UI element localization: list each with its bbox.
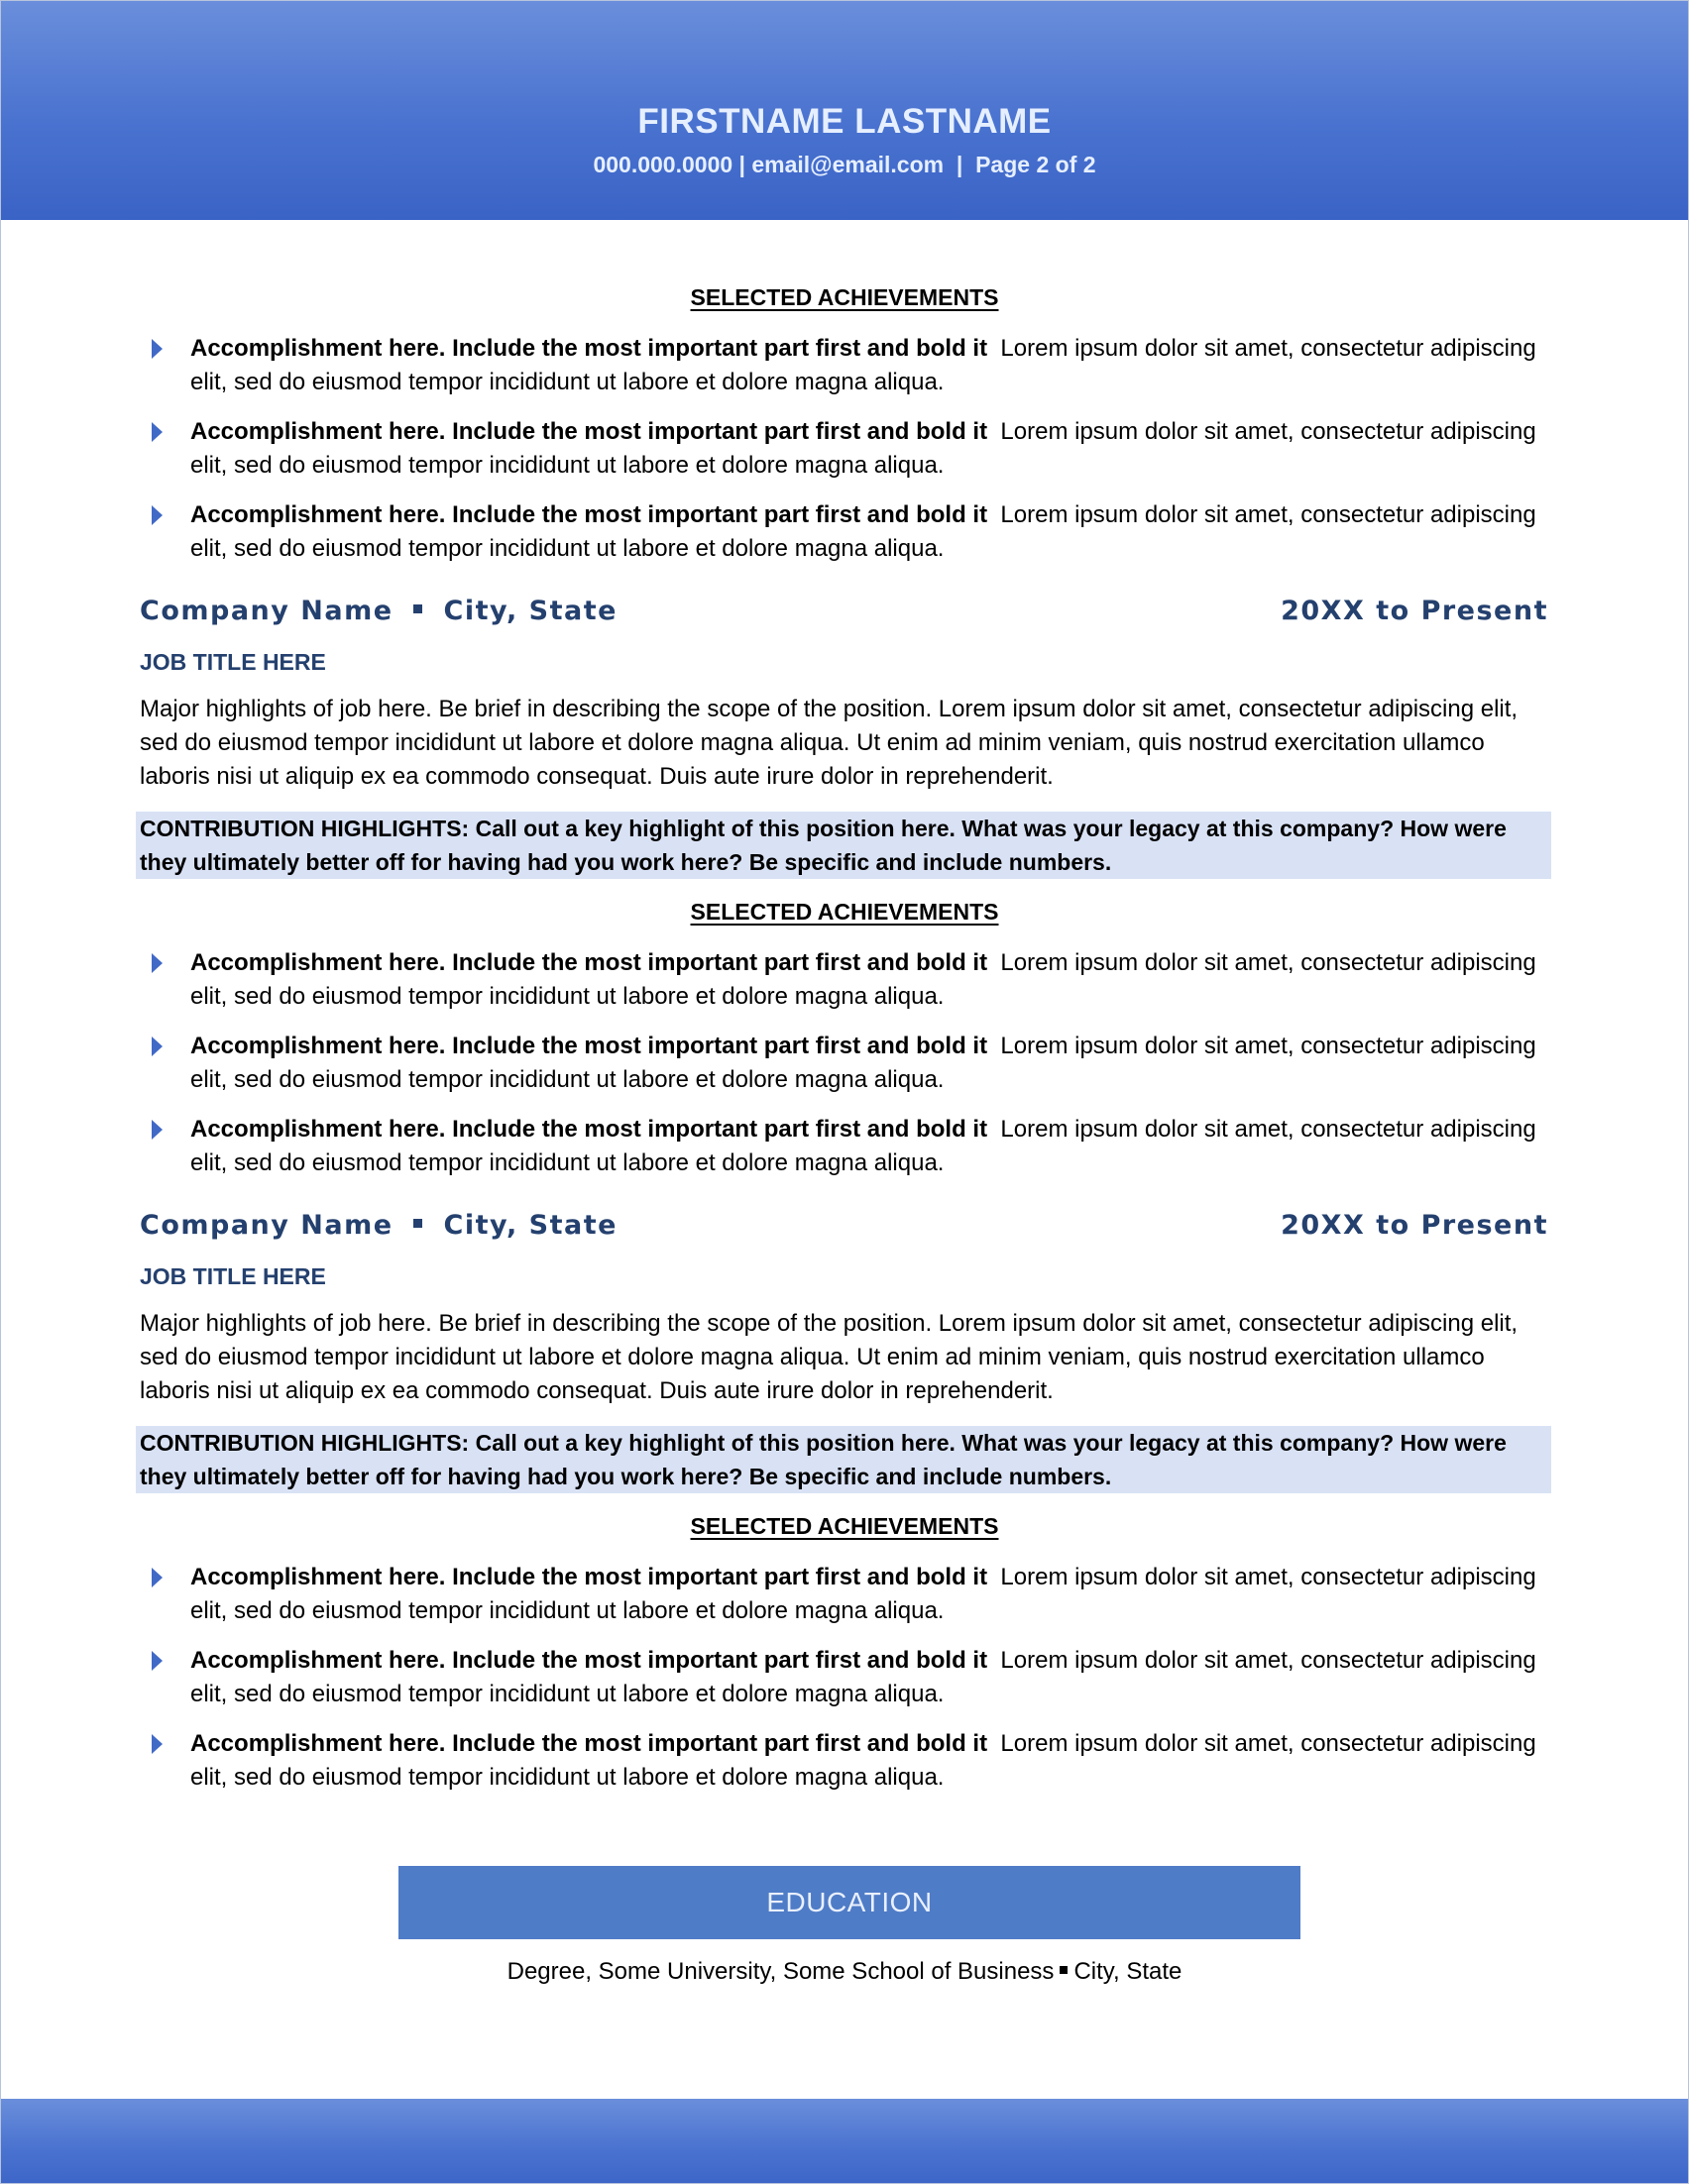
section-heading-achievements: SELECTED ACHIEVEMENTS: [690, 284, 999, 310]
triangle-bullet-icon: [152, 953, 163, 973]
triangle-bullet-icon: [152, 1120, 163, 1140]
company-location: [140, 596, 618, 626]
candidate-name: FIRSTNAME LASTNAME: [637, 102, 1052, 141]
contribution-highlights: CONTRIBUTION HIGHLIGHTS: Call out a key highlight of this position here. What was your legacy at this company? How were they ultimately better off for having had you work here? Be specific and include numbers.: [136, 812, 1551, 879]
achievement-list: [140, 946, 1549, 1180]
achievement-item: [140, 1727, 1578, 1795]
achievement-item: [140, 1030, 1578, 1097]
company-city-state: City, State: [443, 596, 618, 626]
achievement-lead: Accomplishment here. Include the most important part first and bold it: [190, 1730, 988, 1757]
company-city-state: City, State: [443, 1210, 618, 1241]
triangle-bullet-icon: [152, 1568, 163, 1587]
job-header: [140, 596, 1549, 629]
achievement-text: Lorem ipsum dolor sit amet, consectetur adipiscing elit, sed do eiusmod tempor incididunt ut labore et dolore magna aliqua.: [190, 1730, 1543, 1791]
achievement-lead: Accomplishment here. Include the most important part first and bold it: [190, 335, 988, 362]
header-band: [1, 1, 1688, 220]
achievement-text: Lorem ipsum dolor sit amet, consectetur adipiscing elit, sed do eiusmod tempor incididunt ut labore et dolore magna aliqua.: [190, 418, 1543, 479]
education-heading: EDUCATION: [398, 1866, 1300, 1939]
job-title: JOB TITLE HERE: [140, 1263, 326, 1289]
achievement-lead: Accomplishment here. Include the most important part first and bold it: [190, 949, 988, 976]
job-title: JOB TITLE HERE: [140, 649, 326, 675]
achievement-item: [140, 1561, 1578, 1628]
achievement-item: [140, 946, 1578, 1014]
square-separator-icon: [413, 604, 422, 613]
achievement-item: [140, 415, 1578, 483]
company-location: [140, 1210, 618, 1241]
achievement-lead: Accomplishment here. Include the most important part first and bold it: [190, 1647, 988, 1674]
square-separator-icon: [1060, 1966, 1068, 1974]
achievement-list: [140, 332, 1549, 566]
achievement-text: Lorem ipsum dolor sit amet, consectetur adipiscing elit, sed do eiusmod tempor incididunt ut labore et dolore magna aliqua.: [190, 501, 1543, 562]
achievement-text: Lorem ipsum dolor sit amet, consectetur adipiscing elit, sed do eiusmod tempor incididunt ut labore et dolore magna aliqua.: [190, 1116, 1543, 1176]
job-dates: 20XX to Present: [1281, 1210, 1548, 1241]
section-heading-achievements: SELECTED ACHIEVEMENTS: [690, 899, 999, 925]
achievement-lead: Accomplishment here. Include the most important part first and bold it: [190, 1116, 988, 1143]
company-name: Company Name: [140, 1210, 394, 1241]
triangle-bullet-icon: [152, 1651, 163, 1671]
job-description: Major highlights of job here. Be brief in describing the scope of the position. Lorem ipsum dolor sit amet, consectetur adipiscing elit, sed do eiusmod tempor incididunt ut labore et dolore magna aliqua. Ut enim ad minim veniam, quis nostrud exercitation ullamco laboris nisi ut aliquip ex ea commodo consequat. Duis aute irure dolor in reprehenderit.: [140, 1310, 1519, 1404]
achievement-text: Lorem ipsum dolor sit amet, consectetur adipiscing elit, sed do eiusmod tempor incididunt ut labore et dolore magna aliqua.: [190, 1647, 1543, 1707]
contribution-highlights: CONTRIBUTION HIGHLIGHTS: Call out a key highlight of this position here. What was your legacy at this company? How were they ultimately better off for having had you work here? Be specific and include numbers.: [136, 1426, 1551, 1493]
job-dates: 20XX to Present: [1281, 596, 1548, 626]
job-header: [140, 1210, 1549, 1244]
achievement-item: [140, 332, 1578, 399]
achievement-item: [140, 1644, 1578, 1711]
triangle-bullet-icon: [152, 422, 163, 442]
achievement-lead: Accomplishment here. Include the most important part first and bold it: [190, 418, 988, 445]
education-entry: [0, 1956, 1689, 1988]
job-description: Major highlights of job here. Be brief in describing the scope of the position. Lorem ipsum dolor sit amet, consectetur adipiscing elit, sed do eiusmod tempor incididunt ut labore et dolore magna aliqua. Ut enim ad minim veniam, quis nostrud exercitation ullamco laboris nisi ut aliquip ex ea commodo consequat. Duis aute irure dolor in reprehenderit.: [140, 696, 1519, 790]
square-separator-icon: [413, 1219, 422, 1228]
achievement-lead: Accomplishment here. Include the most important part first and bold it: [190, 1033, 988, 1059]
company-name: Company Name: [140, 596, 394, 626]
education-degree: Degree, Some University, Some School of Business: [507, 1958, 1055, 1985]
resume-content: [140, 282, 1549, 1795]
achievement-text: Lorem ipsum dolor sit amet, consectetur adipiscing elit, sed do eiusmod tempor incididunt ut labore et dolore magna aliqua.: [190, 335, 1543, 395]
section-heading-achievements: SELECTED ACHIEVEMENTS: [690, 1513, 999, 1539]
achievement-list: [140, 1561, 1549, 1795]
achievement-item: [140, 1113, 1578, 1180]
achievement-item: [140, 498, 1578, 566]
achievement-text: Lorem ipsum dolor sit amet, consectetur adipiscing elit, sed do eiusmod tempor incididunt ut labore et dolore magna aliqua.: [190, 1033, 1543, 1093]
achievement-text: Lorem ipsum dolor sit amet, consectetur adipiscing elit, sed do eiusmod tempor incididunt ut labore et dolore magna aliqua.: [190, 949, 1543, 1010]
education-location: City, State: [1073, 1958, 1182, 1985]
triangle-bullet-icon: [152, 339, 163, 359]
triangle-bullet-icon: [152, 505, 163, 525]
footer-band: [1, 2099, 1688, 2183]
achievement-lead: Accomplishment here. Include the most important part first and bold it: [190, 501, 988, 528]
triangle-bullet-icon: [152, 1037, 163, 1056]
contact-line: 000.000.0000 | email@email.com | Page 2 of 2: [593, 152, 1096, 177]
achievement-lead: Accomplishment here. Include the most important part first and bold it: [190, 1564, 988, 1590]
achievement-text: Lorem ipsum dolor sit amet, consectetur adipiscing elit, sed do eiusmod tempor incididunt ut labore et dolore magna aliqua.: [190, 1564, 1543, 1624]
triangle-bullet-icon: [152, 1734, 163, 1754]
